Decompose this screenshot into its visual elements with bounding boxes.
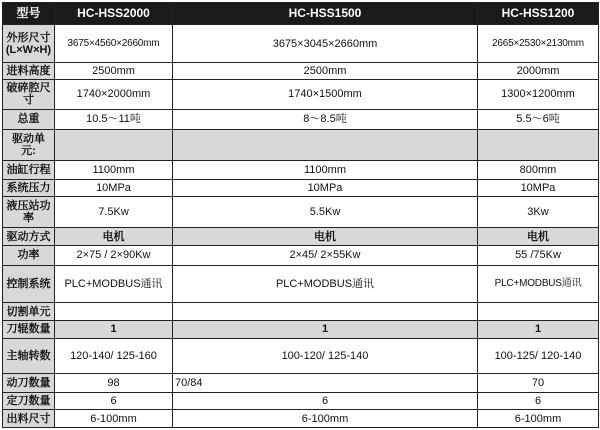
cell-value: PLC+MODBUS通讯	[173, 265, 478, 302]
row-label: 功率	[3, 246, 55, 266]
cell-value: 2500mm	[173, 63, 478, 80]
section-label: 驱动单元:	[3, 129, 55, 160]
model-hss1500: HC-HSS1500	[173, 3, 478, 25]
cell-value: 70/84	[173, 373, 478, 392]
row-chamber	[3, 79, 599, 109]
cell-value: 2×45/ 2×55Kw	[173, 246, 478, 266]
empty-cell	[478, 129, 599, 160]
row-fixed-blades	[3, 392, 599, 410]
cell-value: 1100mm	[173, 160, 478, 179]
row-control	[3, 265, 599, 302]
row-label: 动刀数量	[3, 373, 55, 392]
cell-value: 3675×3045×2660mm	[173, 24, 478, 62]
row-label: 外形尺寸(L×W×H)	[3, 24, 55, 62]
cell-value: 电机	[173, 228, 478, 246]
cell-value: 6	[478, 392, 599, 410]
cell-value: 1	[478, 320, 599, 338]
cell-value: 70	[478, 373, 599, 392]
empty-cell	[55, 129, 173, 160]
row-shaft-count	[3, 320, 599, 338]
empty-cell	[173, 303, 478, 321]
cell-value: 1	[55, 320, 173, 338]
row-label: 主轴转数	[3, 338, 55, 373]
model-header-label: 型号	[3, 3, 55, 25]
row-label: 出料尺寸	[3, 410, 55, 428]
model-hss2000: HC-HSS2000	[55, 3, 173, 25]
cell-value: 2×75 / 2×90Kw	[55, 246, 173, 266]
row-label: 刀辊数量	[3, 320, 55, 338]
row-power	[3, 246, 599, 266]
row-pressure	[3, 179, 599, 197]
row-stroke	[3, 160, 599, 179]
cell-value: 10.5～11吨	[55, 110, 173, 130]
cell-value: 800mm	[478, 160, 599, 179]
cell-value: 1740×2000mm	[55, 79, 173, 109]
cell-value: 100-125/ 120-140	[478, 338, 599, 373]
cell-value: 6	[55, 392, 173, 410]
cell-value: 1740×1500mm	[173, 79, 478, 109]
cell-value: PLC+MODBUS通讯	[55, 265, 173, 302]
cell-value: 5.5Kw	[173, 197, 478, 228]
row-moving-blades	[3, 373, 599, 392]
row-dims	[3, 24, 599, 62]
cell-value: 1100mm	[55, 160, 173, 179]
cell-value: 10MPa	[55, 179, 173, 197]
cell-value: 5.5～6吨	[478, 110, 599, 130]
cell-value: PLC+MODBUS通讯	[478, 265, 599, 302]
cell-value: 10MPa	[478, 179, 599, 197]
cell-value: 6-100mm	[173, 410, 478, 428]
row-feed-height	[3, 63, 599, 80]
cell-value: 2000mm	[478, 63, 599, 80]
cell-value: 6	[173, 392, 478, 410]
cell-value: 98	[55, 373, 173, 392]
cell-value: 8～8.5吨	[173, 110, 478, 130]
cell-value: 55 /75Kw	[478, 246, 599, 266]
cell-value: 100-120/ 125-140	[173, 338, 478, 373]
cell-value: 2665×2530×2130mm	[478, 24, 599, 62]
row-label: 系统压力	[3, 179, 55, 197]
cell-value: 120-140/ 125-160	[55, 338, 173, 373]
row-drive-unit	[3, 129, 599, 160]
section-label: 切割单元	[3, 303, 55, 321]
model-hss1200: HC-HSS1200	[478, 3, 599, 25]
cell-value: 3675×4560×2660mm	[55, 24, 173, 62]
empty-cell	[478, 303, 599, 321]
row-label: 进料高度	[3, 63, 55, 80]
row-label: 液压站功率	[3, 197, 55, 228]
row-drive-mode	[3, 228, 599, 246]
cell-value: 2500mm	[55, 63, 173, 80]
cell-value: 3Kw	[478, 197, 599, 228]
row-label: 总重	[3, 110, 55, 130]
spec-sheet	[2, 2, 598, 428]
row-hyd-power	[3, 197, 599, 228]
cell-value: 6-100mm	[478, 410, 599, 428]
row-label: 破碎腔尺寸	[3, 79, 55, 109]
row-output	[3, 410, 599, 428]
row-label: 驱动方式	[3, 228, 55, 246]
row-label: 油缸行程	[3, 160, 55, 179]
cell-value: 1	[173, 320, 478, 338]
cell-value: 电机	[55, 228, 173, 246]
cell-value: 6-100mm	[55, 410, 173, 428]
cell-value: 电机	[478, 228, 599, 246]
empty-cell	[55, 303, 173, 321]
table-header-row	[3, 3, 599, 25]
cell-value: 7.5Kw	[55, 197, 173, 228]
row-label: 控制系统	[3, 265, 55, 302]
row-label: 定刀数量	[3, 392, 55, 410]
empty-cell	[173, 129, 478, 160]
cell-value: 1300×1200mm	[478, 79, 599, 109]
row-speed	[3, 338, 599, 373]
spec-table	[2, 2, 599, 428]
cell-value: 10MPa	[173, 179, 478, 197]
row-cut-unit	[3, 303, 599, 321]
row-weight	[3, 110, 599, 130]
